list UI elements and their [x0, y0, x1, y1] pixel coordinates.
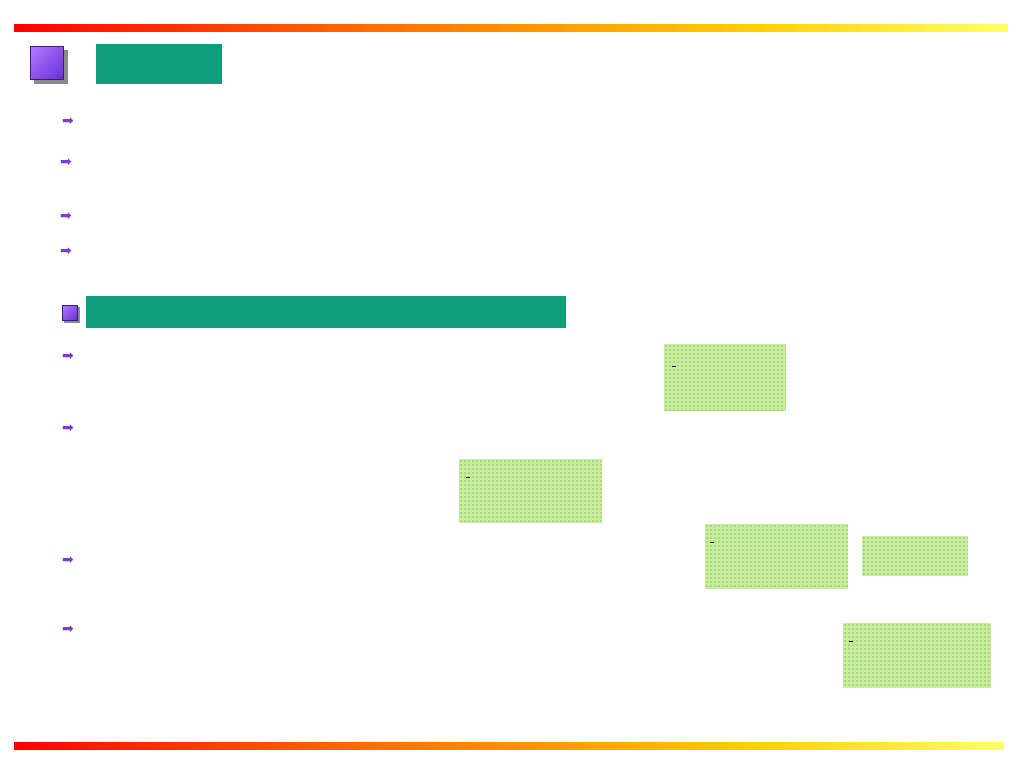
arrow-bullet-icon: ➡ [62, 419, 74, 435]
arrow-bullet-icon: ➡ [62, 347, 74, 363]
arrow-bullet-icon: ➡ [62, 551, 74, 567]
slide-title [96, 44, 222, 84]
bottom-decoration-bar [14, 742, 1004, 750]
formula-k-range [664, 344, 786, 411]
arrow-bullet-icon: ➡ [62, 112, 74, 128]
formula-omega-range [862, 536, 968, 576]
title-square-icon [30, 46, 64, 80]
section-square-icon [62, 305, 78, 321]
formula-normalized-frequency [459, 459, 602, 523]
formula-frequency-hz [843, 623, 991, 688]
section-title [86, 296, 566, 328]
top-decoration-bar [14, 24, 1008, 32]
arrow-bullet-icon: ➡ [60, 153, 72, 169]
arrow-bullet-icon: ➡ [60, 242, 72, 258]
arrow-bullet-icon: ➡ [60, 207, 72, 223]
arrow-bullet-icon: ➡ [62, 620, 74, 636]
formula-angular-frequency [705, 524, 848, 589]
